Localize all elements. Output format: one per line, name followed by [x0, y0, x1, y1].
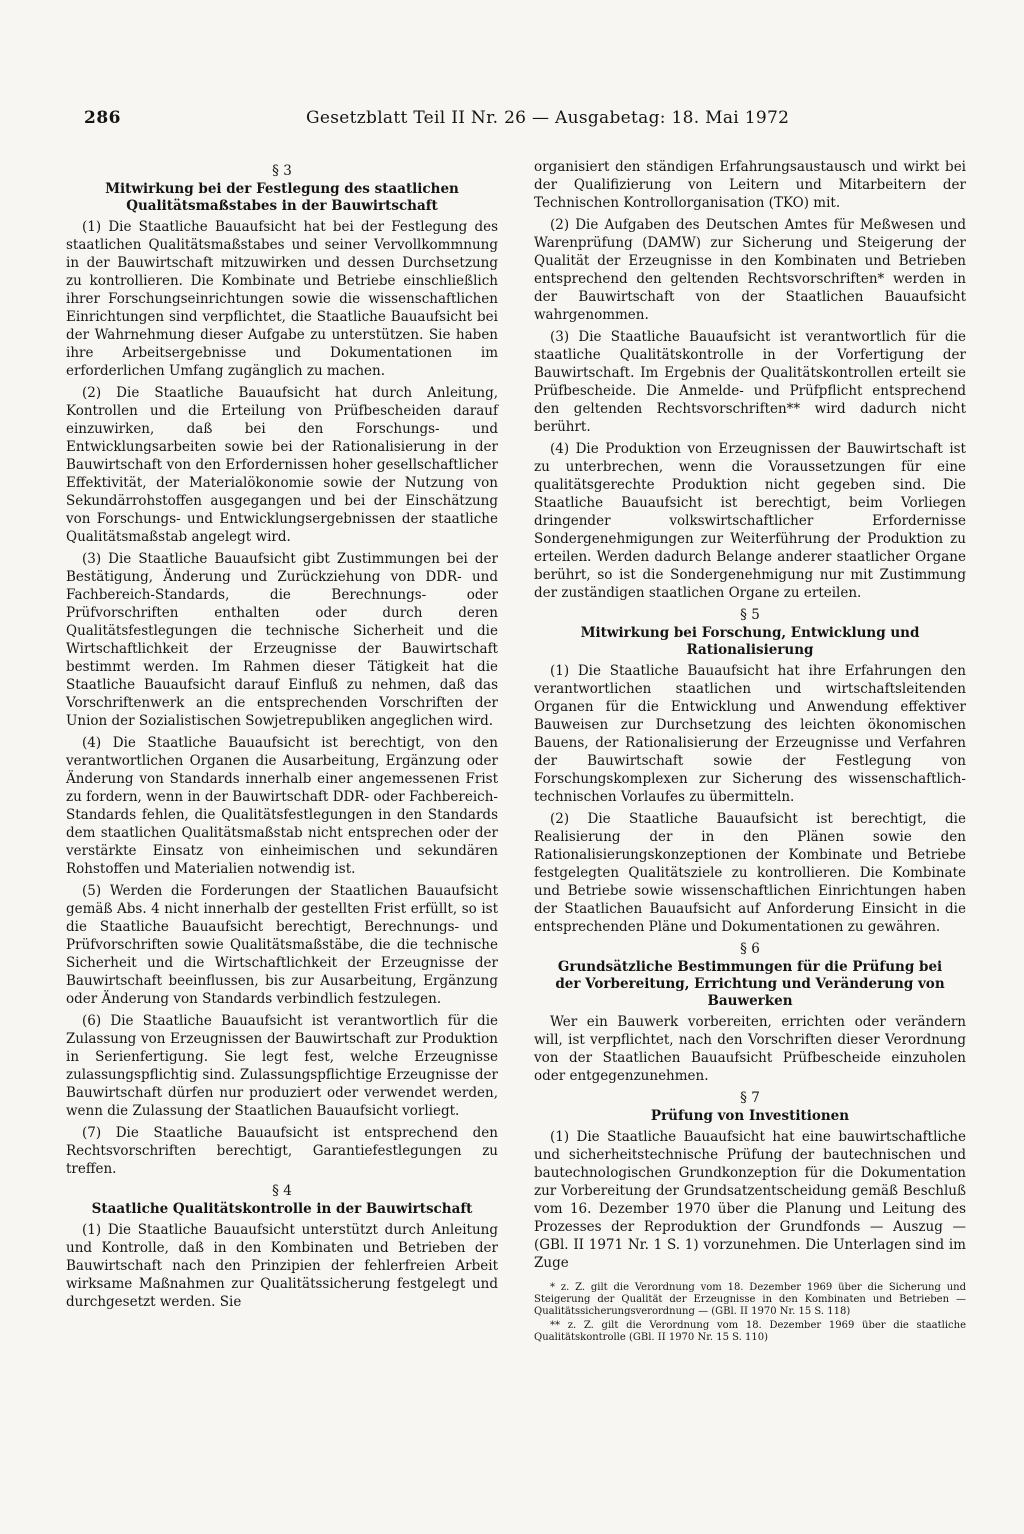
section-5-number: § 5: [740, 607, 760, 623]
section-4-title: Staatliche Qualitätskontrolle in der Bauwirtschaft: [91, 1201, 473, 1217]
section-5-paragraph-2: (2) Die Staatliche Bauaufsicht ist berechtigt, die Realisierung der in den Plänen sowie den Rationalisierungskonzeptionen der Kombinate und Betriebe festgelegten Qualitätsziele zu kontrollieren. Die Kombinate und Betriebe sowie wissenschaftlichen Einrichtungen haben der Staatlichen Bauaufsicht auf Anforderung Einsicht in die entsprechenden Pläne und Dokumentationen zu gewähren.: [534, 811, 966, 935]
right-column: [534, 158, 966, 1346]
footnotes: [534, 1280, 966, 1344]
footnote-1: * z. Z. gilt die Verordnung vom 18. Dezember 1969 über die Sicherung und Steigerung der Qualität der Erzeugnisse in den Kombinaten und Betrieben — Qualitätssicherungsverordnung — (GBl. II 1970 Nr. 15 S. 118): [534, 1282, 966, 1317]
section-4-paragraph-3: (3) Die Staatliche Bauaufsicht ist verantwortlich für die staatliche Qualitätskontrolle in der Vorfertigung der Bauwirtschaft. Im Ergebnis der Qualitätskontrollen erteilt sie Prüfbescheide. Die Anmelde- und Prüfpflicht entsprechend den geltenden Rechtsvorschriften** wird dadurch nicht berührt.: [534, 329, 966, 435]
footnote-2: ** z. Z. gilt die Verordnung vom 18. Dezember 1969 über die staatliche Qualitätskontrolle (GBl. II 1970 Nr. 15 S. 110): [534, 1320, 966, 1343]
section-4-paragraph-1: (1) Die Staatliche Bauaufsicht unterstützt durch Anleitung und Kontrolle, daß in den Kombinaten und Betrieben der Bauwirtschaft nach den Prinzipien der fehlerfreien Arbeit wirksame Maßnahmen zur Qualitätssicherung festgelegt und durchgesetzt werden. Sie: [66, 1222, 498, 1310]
section-3-paragraph-6: (6) Die Staatliche Bauaufsicht ist verantwortlich für die Zulassung von Erzeugnissen der Bauwirtschaft zur Produktion in Serienfertigung. Sie legt fest, welche Erzeugnisse zulassungspflichtig sind. Zulassungspflichtige Erzeugnisse der Bauwirtschaft dürfen nur produziert oder verwendet werden, wenn die Zulassung der Staatlichen Bauaufsicht vorliegt.: [66, 1013, 498, 1119]
section-4-paragraph-4: (4) Die Produktion von Erzeugnissen der Bauwirtschaft ist zu unterbrechen, wenn die Voraussetzungen für eine qualitätsgerechte Produktion nicht gegeben sind. Die Staatliche Bauaufsicht ist berechtigt, beim Vorliegen dringender volkswirtschaftlicher Erfordernisse Sondergenehmigungen zur Weiterführung der Produktion zu erteilen. Werden dadurch Belange anderer staatlicher Organe berührt, so ist die Sondergenehmigung nur mit Zustimmung der zuständigen staatlichen Organe zu erteilen.: [534, 441, 966, 601]
section-3-paragraph-4: (4) Die Staatliche Bauaufsicht ist berechtigt, von den verantwortlichen Organen die Ausarbeitung, Ergänzung oder Änderung von Standards innerhalb einer angemessenen Frist zu fordern, wenn in der Bauwirtschaft DDR- oder Fachbereich-Standards fehlen, die Qualitätsfestlegungen in den Standards dem staatlichen Qualitätsmaßstab nicht entsprechen oder der verstärkte Einsatz von einheimischen und sekundären Rohstoffen und Materialien notwendig ist.: [66, 735, 498, 877]
section-3-paragraph-7: (7) Die Staatliche Bauaufsicht ist entsprechend den Rechtsvorschriften berechtigt, Garantiefestlegungen zu treffen.: [66, 1125, 498, 1177]
running-title: Gesetzblatt Teil II Nr. 26 — Ausgabetag: 18. Mai 1972: [306, 108, 790, 128]
section-3-paragraph-2: (2) Die Staatliche Bauaufsicht hat durch Anleitung, Kontrollen und die Erteilung von Prüfbescheiden darauf einzuwirken, daß bei den Forschungs- und Entwicklungsarbeiten sowie bei der Rationalisierung in der Bauwirtschaft von den Erfordernissen hoher gesellschaftlicher Effektivität, der Materialökonomie sowie der Nutzung von Sekundärrohstoffen ausgegangen und bei der Einschätzung von Forschungs- und Entwicklungsergebnissen der staatliche Qualitätsmaßstab angelegt wird.: [66, 385, 498, 545]
section-7-number: § 7: [740, 1090, 760, 1106]
section-6-paragraph-1: Wer ein Bauwerk vorbereiten, errichten oder verändern will, ist verpflichtet, nach den Vorschriften dieser Verordnung von der Staatlichen Bauaufsicht Prüfbescheide einzuholen oder entgegenzunehmen.: [534, 1014, 966, 1084]
section-3-paragraph-1: (1) Die Staatliche Bauaufsicht hat bei der Festlegung des staatlichen Qualitätsmaßstabes und seiner Vervollkommnung in der Bauwirtschaft mitzuwirken und dessen Durchsetzung zu kontrollieren. Die Kombinate und Betriebe einschließlich ihrer Forschungseinrichtungen sowie die wissenschaftlichen Einrichtungen sind verpflichtet, die Staatliche Bauaufsicht bei der Wahrnehmung dieser Aufgabe zu unterstützen. Sie haben ihre Arbeitsergebnisse und Dokumentationen im erforderlichen Umfang zugänglich zu machen.: [66, 219, 498, 379]
section-4-number: § 4: [272, 1183, 292, 1199]
section-5-paragraph-1: (1) Die Staatliche Bauaufsicht hat ihre Erfahrungen den verantwortlichen staatlichen und wirtschaftsleitenden Organen für die Entwicklung und Anwendung effektiver Bauweisen zur Durchsetzung des leichten ökonomischen Bauens, der Rationalisierung der Erzeugnisse und Verfahren der Bauwirtschaft sowie der Festlegung von Forschungskomplexen zur Sicherung des wissenschaftlich-technischen Vorlaufes zu übermitteln.: [534, 663, 966, 805]
section-3-title: Mitwirkung bei der Festlegung des staatlichen Qualitätsmaßstabes in der Bauwirtschaft: [105, 181, 459, 214]
page-number: 286: [84, 108, 121, 128]
section-7-title: Prüfung von Investitionen: [650, 1108, 850, 1124]
page-header: [84, 108, 964, 138]
section-3-paragraph-5: (5) Werden die Forderungen der Staatlichen Bauaufsicht gemäß Abs. 4 nicht innerhalb der gestellten Frist erfüllt, so ist die Staatliche Bauaufsicht berechtigt, Berechnungs- und Prüfvorschriften sowie Qualitätsmaßstäbe, die die technische Sicherheit und die Wirtschaftlichkeit der Erzeugnisse der Bauwirtschaft beeinflussen, bis zur Ausarbeitung, Ergänzung oder Änderung von Standards verbindlich festzulegen.: [66, 883, 498, 1007]
section-6-title: Grundsätzliche Bestimmungen für die Prüfung bei der Vorbereitung, Errichtung und Veränderung von Bauwerken: [555, 959, 945, 1009]
section-7-paragraph-1: (1) Die Staatliche Bauaufsicht hat eine bauwirtschaftliche und sicherheitstechnische Prüfung der bautechnischen und bautechnologischen Grundkonzeption für die Dokumentation zur Vorbereitung der Grundsatzentscheidung gemäß Beschluß vom 16. Dezember 1970 über die Planung und Leitung des Prozesses der Reproduktion der Grundfonds — Auszug — (GBl. II 1971 Nr. 1 S. 1) vorzunehmen. Die Unterlagen sind im Zuge: [534, 1129, 966, 1271]
section-4-paragraph-1-continued: organisiert den ständigen Erfahrungsaustausch und wirkt bei der Qualifizierung von Leitern und Mitarbeitern der Technischen Kontrollorganisation (TKO) mit.: [534, 159, 966, 211]
section-6-number: § 6: [740, 941, 760, 957]
left-column: [66, 158, 498, 1315]
section-3-paragraph-3: (3) Die Staatliche Bauaufsicht gibt Zustimmungen bei der Bestätigung, Änderung und Zurückziehung von DDR- und Fachbereich-Standards, die Berechnungs- oder Prüfvorschriften enthalten oder durch deren Qualitätsfestlegungen die technische Sicherheit und die Wirtschaftlichkeit der Erzeugnisse der Bauwirtschaft bestimmt werden. Im Rahmen dieser Tätigkeit hat die Staatliche Bauaufsicht darauf Einfluß zu nehmen, daß das Vorschriftenwerk an die entsprechenden Vorschriften der Union der Sozialistischen Sowjetrepubliken angeglichen wird.: [66, 551, 498, 729]
section-4-paragraph-2: (2) Die Aufgaben des Deutschen Amtes für Meßwesen und Warenprüfung (DAMW) zur Sicherung und Steigerung der Qualität der Erzeugnisse in den Kombinaten und Betrieben entsprechend den geltenden Rechtsvorschriften* werden in der Bauwirtschaft von der Staatlichen Bauaufsicht wahrgenommen.: [534, 217, 966, 323]
section-5-title: Mitwirkung bei Forschung, Entwicklung und Rationalisierung: [580, 625, 920, 658]
section-3-number: § 3: [272, 163, 292, 179]
